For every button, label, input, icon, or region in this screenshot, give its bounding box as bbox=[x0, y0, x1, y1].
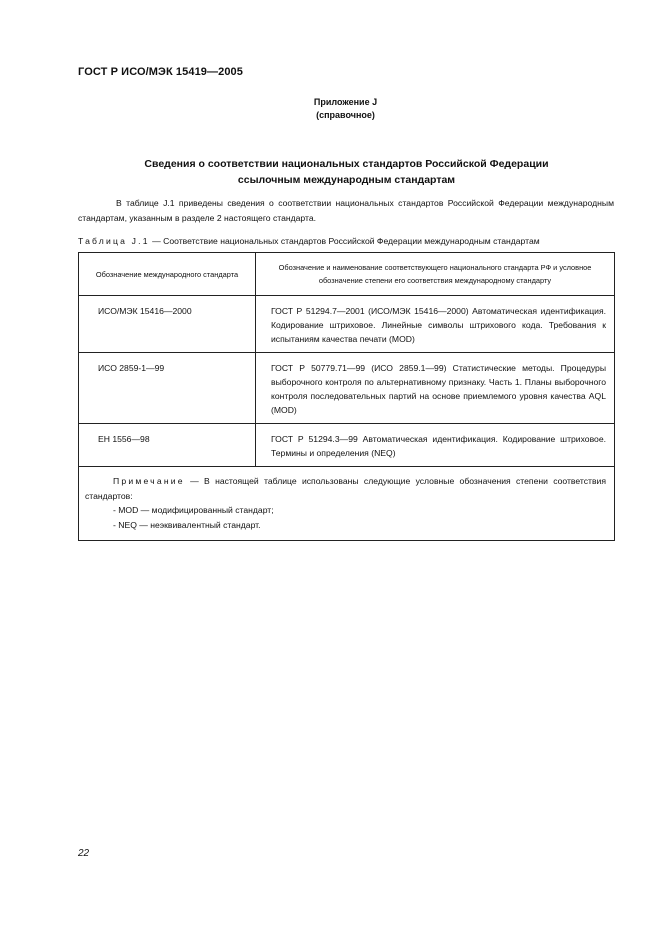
appendix-type: (справочное) bbox=[316, 110, 375, 120]
intro-paragraph bbox=[78, 196, 614, 226]
section-title bbox=[78, 156, 615, 188]
header-intl-standard: Обозначение международного стандарта bbox=[79, 253, 256, 296]
intro-text: В таблице J.1 приведены сведения о соответствии национальных стандартов Российской Федерации международным стандартам, указанным в разделе 2 настоящего стандарта. bbox=[78, 198, 614, 223]
section-title-line-2: ссылочным международным стандартам bbox=[237, 174, 456, 186]
table-caption bbox=[78, 236, 540, 246]
header-national-standard: Обозначение и наименование соответствующего национального стандарта РФ и условное обозначение степени его соответствия международному стандарту bbox=[256, 253, 615, 296]
table-note bbox=[79, 467, 615, 541]
table-caption-label: Таблица J.1 bbox=[78, 236, 150, 246]
note-item-neq: - NEQ — неэквивалентный стандарт. bbox=[113, 519, 261, 530]
national-standard-cell: ГОСТ Р 51294.7—2001 (ИСО/МЭК 15416—2000) Автоматическая идентификация. Кодирование штриховое. Линейные символы штрихового кода. Требования к испытаниям качества печати (MOD) bbox=[256, 296, 615, 353]
intl-standard-cell: ЕН 1556—98 bbox=[79, 424, 256, 467]
table-caption-text: — Соответствие национальных стандартов Российской Федерации международным стандартам bbox=[149, 236, 540, 246]
page-number: 22 bbox=[78, 848, 90, 859]
section-title-line-1: Сведения о соответствии национальных стандартов Российской Федерации bbox=[144, 158, 549, 170]
document-code-header: ГОСТ Р ИСО/МЭК 15419—2005 bbox=[78, 66, 243, 78]
national-standard-cell: ГОСТ Р 51294.3—99 Автоматическая идентификация. Кодирование штриховое. Термины и определения (NEQ) bbox=[256, 424, 615, 467]
table-row bbox=[79, 296, 615, 353]
note-label: Примечание bbox=[113, 476, 185, 486]
appendix-heading bbox=[0, 96, 661, 122]
appendix-label: Приложение J bbox=[313, 97, 378, 107]
note-text bbox=[85, 474, 606, 503]
national-standard-cell: ГОСТ Р 50779.71—99 (ИСО 2859.1—99) Статистические методы. Процедуры выборочного контроля по альтернативному признаку. Часть 1. Планы выборочного контроля последовательных партий на основе приемлемого уровня качества AQL (MOD) bbox=[256, 353, 615, 424]
table-header-row bbox=[79, 253, 615, 296]
note-item-mod: - MOD — модифицированный стандарт; bbox=[113, 505, 274, 515]
intl-standard-cell: ИСО 2859-1—99 bbox=[79, 353, 256, 424]
table-note-row bbox=[79, 467, 615, 541]
table-row bbox=[79, 424, 615, 467]
note-body: — В настоящей таблице использованы следующие условные обозначения степени соответствия стандартов: bbox=[85, 476, 606, 501]
intl-standard-cell: ИСО/МЭК 15416—2000 bbox=[79, 296, 256, 353]
standards-correspondence-table bbox=[78, 252, 615, 541]
table-row bbox=[79, 353, 615, 424]
